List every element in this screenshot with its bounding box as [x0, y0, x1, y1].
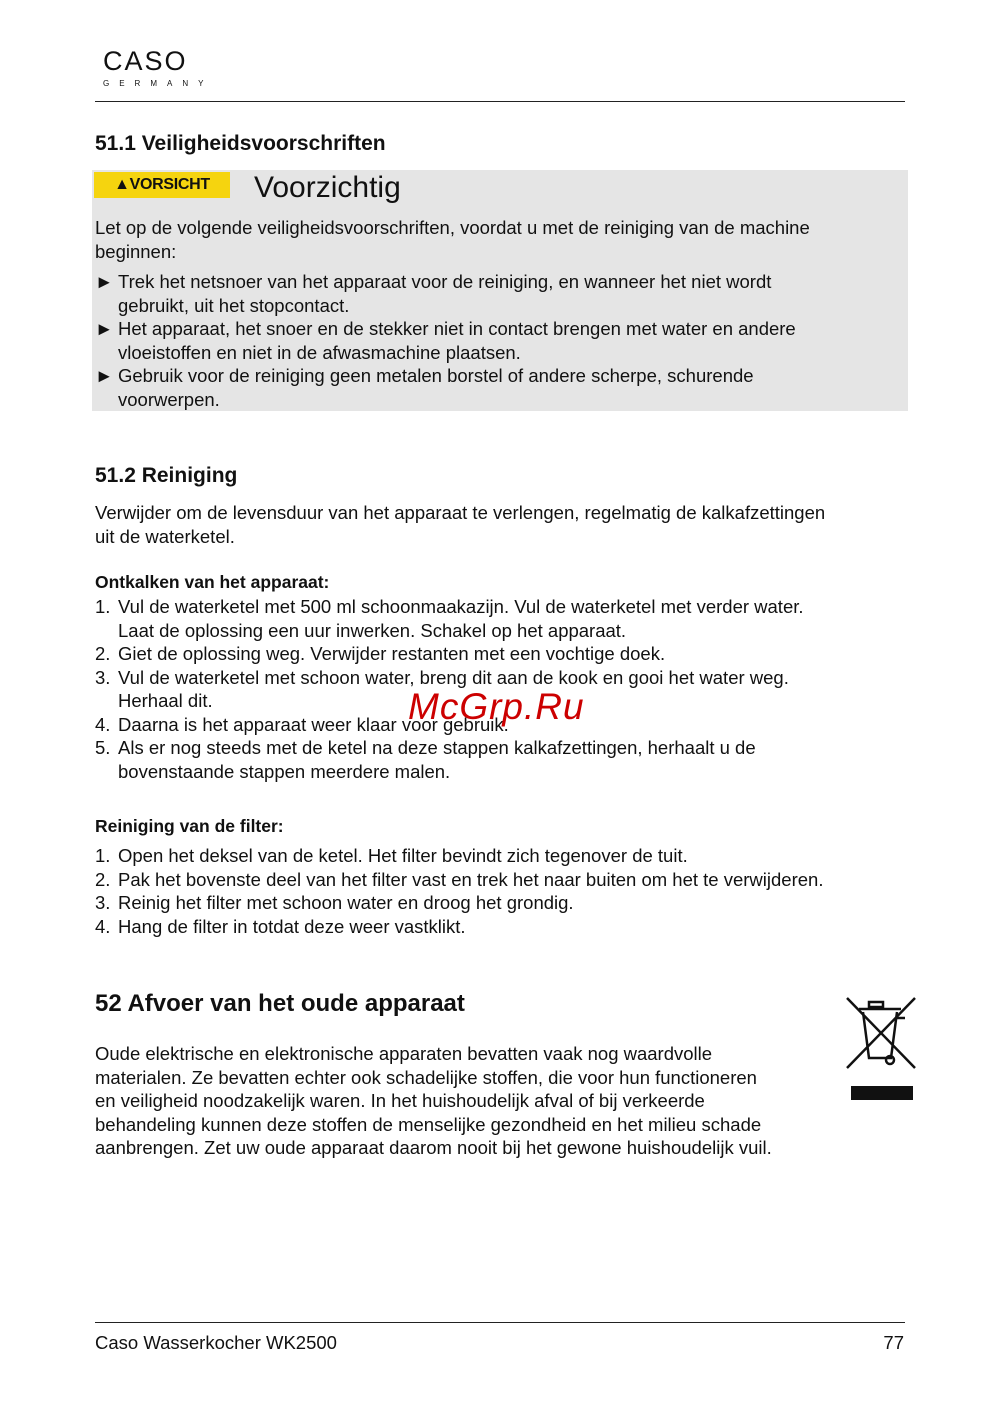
list-item — [95, 736, 905, 783]
bullet-line: Het apparaat, het snoer en de stekker niet in contact brengen met water en andere — [118, 318, 796, 339]
filter-heading: Reiniging van de filter: — [95, 816, 284, 836]
warning-intro: Let op de volgende veiligheidsvoorschriften, voordat u met de reiniging van de machine beginnen: — [95, 217, 810, 262]
disposal-line: aanbrengen. Zet uw oude apparaat daarom nooit bij het gewone huishoudelijk vuil. — [95, 1137, 772, 1158]
logo-subtitle: GERMANY — [103, 79, 214, 88]
step-number: 4. — [95, 713, 111, 735]
list-item — [95, 915, 905, 939]
footer-product: Caso Wasserkocher WK2500 — [95, 1332, 337, 1353]
step-number: 5. — [95, 737, 111, 758]
warning-triangle-icon: ▲ — [114, 176, 130, 193]
arrow-bullet-icon: ► — [95, 365, 114, 386]
disposal-line: en veiligheid noodzakelijk waren. In het huishoudelijk afval of bij verkeerde — [95, 1090, 705, 1111]
header-rule — [95, 101, 905, 102]
step-line: Hang de filter in totdat deze weer vastklikt. — [118, 915, 466, 937]
step-number: 3. — [95, 892, 111, 913]
intro-line: uit de waterketel. — [95, 525, 235, 547]
step-line: Als er nog steeds met de ketel na deze stappen kalkafzettingen, herhaalt u de — [118, 737, 756, 758]
step-line: bovenstaande stappen meerdere malen. — [118, 760, 451, 782]
section-52-title: 52 Afvoer van het oude apparaat — [95, 990, 465, 1017]
footer-rule — [95, 1322, 905, 1323]
disposal-line: materialen. Ze bevatten echter ook schadelijke stoffen, die voor hun functioneren — [95, 1066, 757, 1088]
descaling-heading: Ontkalken van het apparaat: — [95, 572, 330, 592]
step-line: Pak het bovenste deel van het filter vast en trek het naar buiten om het te verwijderen. — [118, 868, 824, 890]
filter-steps — [95, 844, 905, 938]
step-number: 3. — [95, 666, 111, 688]
watermark: McGrp.Ru — [408, 686, 585, 727]
disposal-text — [95, 1042, 855, 1160]
step-number: 1. — [95, 596, 111, 617]
bullet-line: Trek het netsnoer van het apparaat voor de reiniging, en wanneer het niet wordt — [118, 271, 772, 292]
arrow-bullet-icon: ► — [95, 318, 114, 339]
bullet-line: voorwerpen. — [118, 388, 220, 410]
step-line: Reinig het filter met schoon water en droog het grondig. — [118, 892, 574, 913]
section-51-1-title: 51.1 Veiligheidsvoorschriften — [95, 132, 386, 155]
list-item — [95, 595, 905, 642]
disposal-line: Oude elektrische en elektronische apparaten bevatten vaak nog waardvolle — [95, 1043, 713, 1064]
list-item — [95, 642, 905, 666]
list-item — [95, 844, 905, 868]
step-line: Vul de waterketel met schoon water, breng dit aan de kook en gooi het water weg. — [118, 666, 789, 688]
intro-line: Verwijder om de levensduur van het apparaat te verlengen, regelmatig de kalkafzettingen — [95, 502, 826, 523]
cleaning-intro — [95, 501, 825, 548]
list-item — [95, 891, 905, 915]
step-number: 2. — [95, 643, 111, 664]
bullet-line: Gebruik voor de reiniging geen metalen borstel of andere scherpe, schurende — [118, 365, 754, 386]
step-number: 4. — [95, 915, 111, 937]
disposal-line: behandeling kunnen deze stoffen de menselijke gezondheid en het milieu schade — [95, 1113, 762, 1135]
bullet-line: gebruikt, uit het stopcontact. — [118, 294, 350, 316]
arrow-bullet-icon: ► — [95, 271, 114, 292]
step-number: 1. — [95, 845, 111, 866]
step-line: Daarna is het apparaat weer klaar voor gebruik. — [118, 713, 509, 735]
section-51-2-title: 51.2 Reiniging — [95, 464, 238, 487]
bullet-line: vloeistoffen en niet in de afwasmachine plaatsen. — [118, 341, 521, 363]
step-number: 2. — [95, 868, 111, 890]
weee-crossed-bin-icon — [845, 996, 919, 1104]
warning-badge-label: VORSICHT — [129, 176, 210, 193]
list-item — [95, 317, 895, 364]
caso-logo — [103, 48, 213, 88]
step-line: Laat de oplossing een uur inwerken. Schakel op het apparaat. — [118, 619, 627, 641]
step-line: Herhaal dit. — [118, 690, 213, 711]
step-line: Open het deksel van de ketel. Het filter bevindt zich tegenover de tuit. — [118, 845, 688, 866]
step-line: Giet de oplossing weg. Verwijder restanten met een vochtige doek. — [118, 643, 666, 664]
step-line: Vul de waterketel met 500 ml schoonmaakazijn. Vul de waterketel met verder water. — [118, 596, 804, 617]
list-item — [95, 868, 905, 892]
warning-badge — [94, 172, 230, 198]
warning-bullet-list — [95, 270, 895, 411]
warning-title: Voorzichtig — [254, 171, 401, 204]
logo-wordmark: CASO — [103, 46, 188, 76]
list-item — [95, 270, 895, 317]
page-number: 77 — [883, 1332, 904, 1353]
list-item — [95, 364, 895, 411]
